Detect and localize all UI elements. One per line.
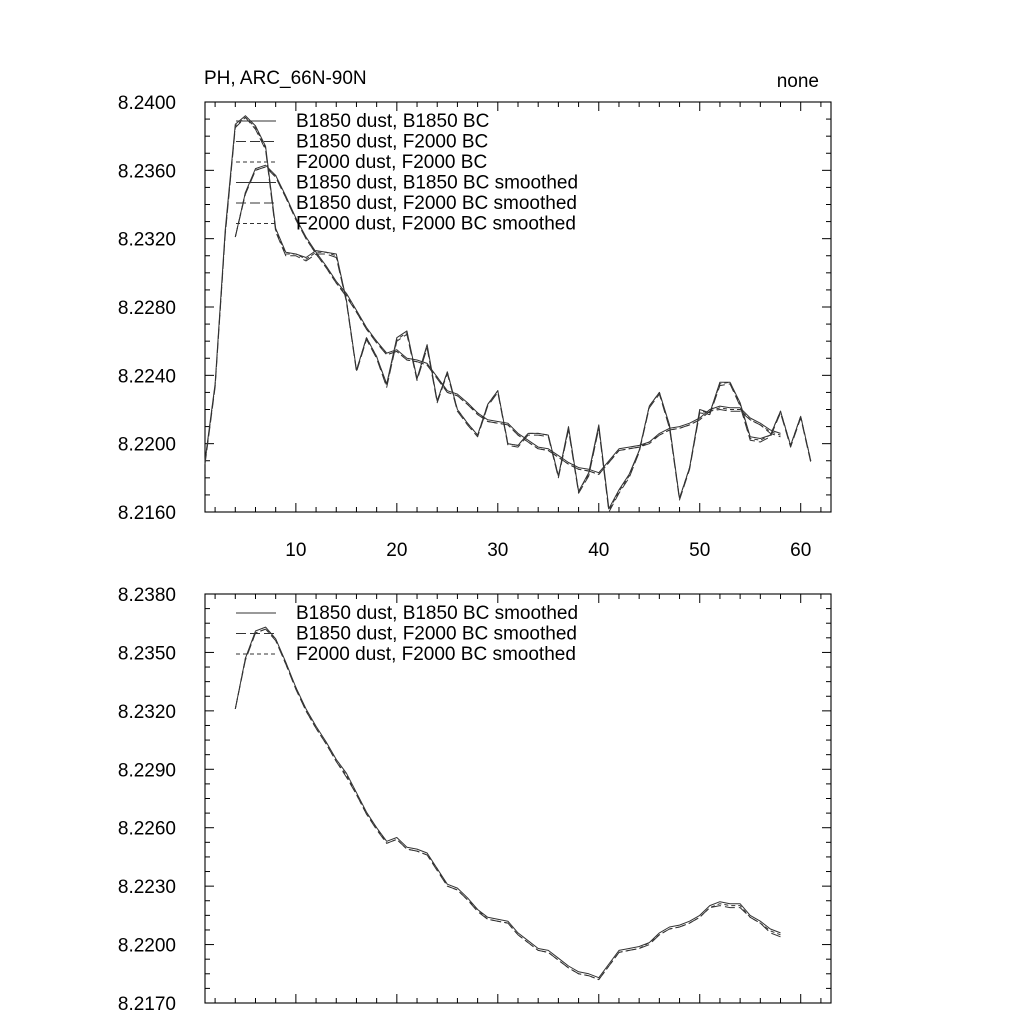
y-tick-label: 8.2320 [117,229,176,251]
series-line-b1850-dust-b1850-bc-smoothed [235,627,780,978]
y-tick-label: 8.2350 [117,643,176,665]
legend-label: B1850 dust, B1850 BC [296,111,490,132]
y-tick-label: 8.2240 [117,366,176,388]
y-tick-label: 8.2200 [117,434,176,456]
legend-label: B1850 dust, B1850 BC smoothed [296,603,579,624]
legend-label: F2000 dust, F2000 BC [296,152,488,173]
y-tick-label: 8.2320 [117,701,176,723]
y-tick-label: 8.2170 [117,994,176,1015]
top-panel [118,93,831,561]
legend-label: F2000 dust, F2000 BC smoothed [296,644,576,665]
y-tick-label: 8.2280 [117,298,176,319]
series-line-b1850-dust-f2000-bc-smoothed [235,629,780,980]
y-tick-label: 8.2230 [117,877,176,899]
y-tick-label: 8.2200 [117,935,176,957]
x-tick-label: 60 [790,540,812,561]
plot-title: PH, ARC_66N-90N [204,68,367,89]
x-tick-label: 30 [487,540,509,561]
y-tick-label: 8.2290 [117,760,176,782]
bottom-panel [118,585,831,1015]
series-line-f2000-dust-f2000-bc-smoothed [235,629,780,980]
plot-right-title: none [776,71,819,92]
legend-label: B1850 dust, F2000 BC [296,131,489,153]
x-tick-label: 20 [386,540,408,561]
x-tick-label: 10 [285,540,307,561]
y-tick-label: 8.2160 [117,503,176,524]
legend-label: F2000 dust, F2000 BC smoothed [296,213,576,235]
legend-label: B1850 dust, F2000 BC smoothed [296,623,577,645]
y-tick-label: 8.2260 [117,818,176,840]
legend-label: B1850 dust, F2000 BC smoothed [296,193,577,214]
y-tick-label: 8.2380 [117,585,176,606]
y-tick-label: 8.2400 [117,93,176,114]
x-tick-label: 50 [689,540,711,561]
legend-label: B1850 dust, B1850 BC smoothed [296,172,579,194]
y-tick-label: 8.2360 [117,161,176,183]
x-tick-label: 40 [588,540,610,561]
